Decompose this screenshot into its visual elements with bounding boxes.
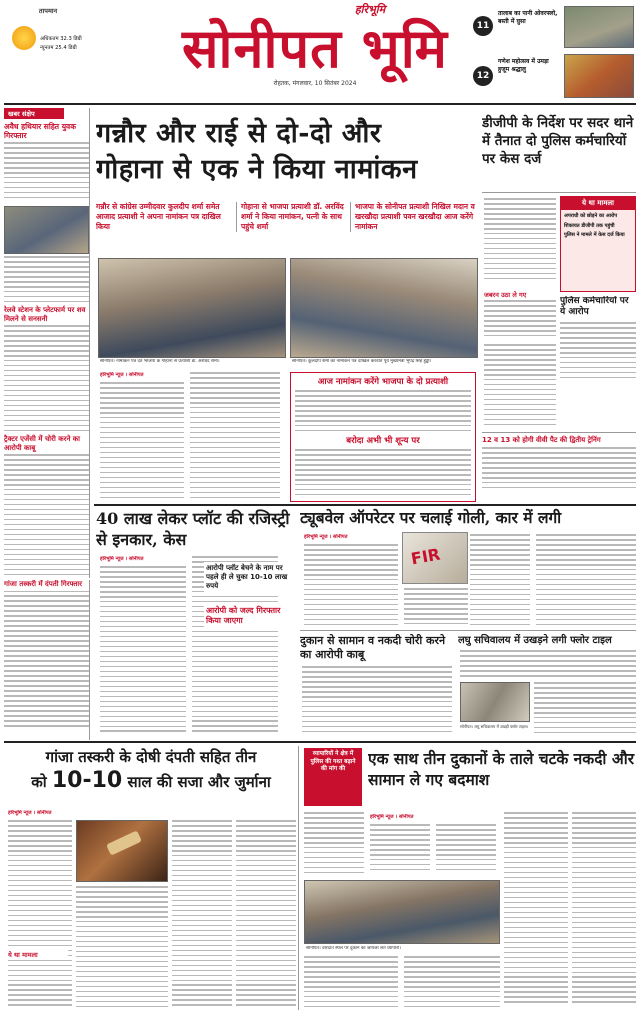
dgp-bullet-3: पुलिस ने मामले में केस दर्ज किया	[564, 232, 625, 238]
dgp-sidebox	[560, 196, 636, 292]
masthead-rule	[4, 103, 636, 105]
lead-body-col2	[190, 372, 280, 502]
lead-headline	[96, 116, 476, 192]
teaser-photo	[564, 6, 634, 48]
lead-callout-text	[295, 390, 471, 434]
section-rule	[4, 741, 636, 743]
sidebar-lower	[4, 580, 90, 740]
plot-pullquote-1: आरोपी प्लॉट बेचने के नाम पर पहले ही ले चुका 10-10 लाख रुपये	[204, 562, 292, 593]
dgp-body-col1	[484, 198, 556, 286]
ganja-ye-tha-mamla: ये था मामला	[8, 950, 68, 959]
lead-callout-box	[290, 372, 476, 502]
three-shops-body-col3	[436, 824, 496, 876]
edition-line: रोहतक, मंगलवार, 10 सितंबर 2024	[273, 80, 357, 87]
brand-small: हरिभूमि	[354, 3, 386, 16]
ganja-headline-line2	[6, 768, 296, 795]
training-line: 12 व 13 को होगी वीवी पैट की द्वितीय ट्रेनिंग	[482, 436, 601, 444]
ganja-byline: हरिभूमि न्यूज । सोनीपत	[8, 810, 52, 816]
three-shops-body-col1	[304, 812, 364, 876]
sidebar-text	[4, 256, 89, 306]
ganja-headline-big: 10-10	[51, 768, 123, 793]
ganja-body-col3	[172, 820, 232, 1010]
three-shops-body-col2	[370, 824, 430, 876]
sidebar-item-title: गांजा तस्करी में दंपती गिरफ्तार	[4, 580, 83, 588]
tubewell-body-col3	[536, 534, 636, 628]
lead-callout-2: बरोदा अभी भी शून्य पर	[346, 436, 420, 446]
lead-byline-text: हरिभूमि न्यूज । सोनीपत	[100, 372, 144, 378]
secretariat-photo	[460, 682, 530, 722]
sidebar-text	[4, 325, 89, 435]
sidebar-text	[4, 454, 89, 578]
ganja-headline-post: साल की सजा और जुर्माना	[127, 773, 271, 791]
lead-decks	[96, 202, 476, 256]
dgp-subhead: जबरन उठा ले गए	[484, 291, 527, 299]
secretariat-body2	[534, 682, 636, 736]
teaser-1[interactable]	[470, 6, 635, 50]
three-shops-badge: व्यापारियों ने क्षेत्र में पुलिस की गश्त बढ़ाने की मांग की	[304, 748, 362, 806]
training-text	[482, 447, 636, 493]
page-title: सोनीपत भूमि	[182, 16, 448, 80]
three-shops-body-col4	[304, 956, 398, 1010]
sidebar-header: खबर संक्षेप	[4, 108, 64, 119]
sidebar-text	[4, 591, 89, 731]
shop-theft-body	[302, 666, 452, 738]
lead-deck-3: भाजपा के सोनीपत प्रत्याशी निखिल मदान व खरखौदा प्रत्याशी पवन खरखौदा आज करेंगे नामांकन	[350, 202, 476, 232]
three-shops-byline: हरिभूमि न्यूज । सोनीपत	[370, 814, 414, 820]
ganja-headline-pre: को	[31, 773, 47, 791]
lead-byline	[100, 372, 190, 380]
ganja-body-col1	[8, 820, 72, 1010]
training-box	[482, 432, 636, 502]
tubewell-body-col2	[470, 534, 530, 628]
ganja-headline-line1: गांजा तस्करी के दोषी दंपती सहित तीन	[45, 748, 257, 766]
shop-theft-headline: दुकान से सामान व नकदी चोरी करने का आरोपी काबू	[300, 634, 446, 661]
dgp-body-col1c	[484, 344, 556, 428]
dgp-body-col2	[560, 322, 636, 384]
dgp-second-headline: पुलिस कर्मचारियों पर ये आरोप	[560, 296, 629, 317]
sidebar-item-title: ट्रैक्टर एजेंसी में चोरी करने का आरोपी काबू	[4, 435, 80, 452]
teaser-text: गणेश महोत्सव में उमड़ा हुजूम श्रद्धालु	[498, 58, 549, 73]
sidebar-photo	[4, 206, 89, 254]
ganja-body-col4	[236, 820, 296, 1010]
weather-max: अधिकतम 32.3 डिग्री	[40, 36, 82, 42]
secretariat-body	[460, 650, 636, 680]
dgp-rule	[482, 192, 636, 193]
fir-label: FIR	[409, 544, 442, 569]
dgp-bullet-1: अपराधी को छोड़ने का आरोप	[564, 213, 618, 219]
gavel-photo	[76, 820, 168, 882]
plot-byline: हरिभूमि न्यूज । सोनीपत	[100, 556, 144, 562]
fir-graphic	[402, 532, 468, 584]
tubewell-byline: हरिभूमि न्यूज । सोनीपत	[304, 534, 348, 540]
lead-headline-line2: गोहाना से एक ने किया नामांकन	[96, 154, 418, 185]
secretariat-caption: सोनीपत। लघु सचिवालय में उखड़ी फ्लोर टाइल।	[460, 724, 529, 729]
lead-deck-1: गन्नौर से कांग्रेस उम्मीदवार कुलदीप शर्मा समेत आजाद प्रत्याशी ने अपना नामांकन पत्र दाखिल किया	[96, 202, 221, 231]
ganja-body-col2	[76, 886, 168, 1010]
teaser-text: तालाब का पानी ओवरफ्लो, बस्ती में घुसा	[498, 10, 558, 25]
three-shops-photo	[304, 880, 500, 944]
tubewell-body-col1	[304, 544, 398, 628]
teaser-2[interactable]	[470, 54, 635, 98]
sun-icon	[12, 26, 36, 50]
plot-body-col1	[100, 566, 186, 738]
plot-pullquote-2: आरोपी को जल्द गिरफ्तार किया जाएगा	[204, 604, 292, 628]
lead-callout-text	[295, 449, 471, 501]
lead-photo-right	[290, 258, 478, 358]
section-rule	[94, 504, 636, 506]
three-shops-body-col6	[504, 812, 568, 1010]
tubewell-headline: ट्यूबवेल ऑपरेटर पर चलाई गोली, कार में लगी	[300, 508, 562, 527]
three-shops-body-col5	[404, 956, 500, 1010]
column-divider	[298, 746, 299, 1010]
masthead	[120, 2, 510, 100]
teaser-photo	[564, 54, 634, 98]
plot-headline: 40 लाख लेकर प्लॉट की रजिस्ट्री से इनकार, केस	[96, 509, 290, 549]
dgp-bullet-2: शिकायत डीजीपी तक पहुंची	[564, 222, 615, 229]
lead-photo-left	[98, 258, 286, 358]
lead-caption-right: सोनीपत। कुलदीप शर्मा का नामांकन पत्र दाखिल करवाते पूर्व मुख्यमंत्री भूपेंद्र सिंह हुड्डा।	[292, 359, 432, 364]
dgp-body-col1b	[484, 300, 556, 340]
weather-box	[6, 6, 90, 76]
lead-headline-line1: गन्नौर और राई से दो-दो और	[96, 118, 382, 149]
story-rule	[300, 630, 636, 631]
three-shops-caption: सोनीपत। वारदात स्थल पर दुकान का जायजा लेते व्यापारी।	[306, 946, 401, 951]
lead-callout-1: आज नामांकन करेंगे भाजपा के दो प्रत्याशी	[317, 377, 449, 387]
gavel-icon	[106, 830, 142, 855]
lead-caption-left: सोनीपत। नामांकन पत्र देते भाजपा के गोहाना से प्रत्याशी डॉ. अरविंद शर्मा।	[100, 359, 220, 364]
three-shops-headline: एक साथ तीन दुकानों के ताले चटके नकदी और सामान ले गए बदमाश	[368, 749, 635, 789]
teaser-number: 11	[473, 16, 493, 36]
three-shops-body-col7	[572, 812, 636, 1010]
lead-deck-2: गोहाना से भाजपा प्रत्याशी डॉ. अरविंद शर्मा ने किया नामांकन, पत्नी के साथ पहुंचे शर्मा	[236, 202, 344, 232]
secretariat-headline: लघु सचिवालय में उखड़ने लगी फ्लोर टाइल	[458, 635, 612, 646]
dgp-headline: डीजीपी के निर्देश पर सदर थाने में तैनात दो पुलिस कर्मचारियों पर केस दर्ज	[482, 115, 634, 167]
lead-body-col1	[100, 382, 184, 502]
weather-label: तापमान	[38, 7, 58, 15]
teaser-number: 12	[473, 66, 493, 86]
dgp-ye-tha-mamla: ये था मामला	[561, 197, 635, 210]
sidebar-text	[4, 142, 89, 204]
sidebar-item-title: रेलवे स्टेशन के प्लेटफार्म पर शव मिलने से सनसनी	[4, 306, 86, 323]
weather-min: न्यूनतम 25.4 डिग्री	[40, 45, 77, 51]
sidebar-item-title: अवैध हथियार सहित युवक गिरफ्तार	[4, 122, 76, 140]
sidebar	[4, 108, 90, 578]
tubewell-body-col1b	[404, 588, 468, 628]
